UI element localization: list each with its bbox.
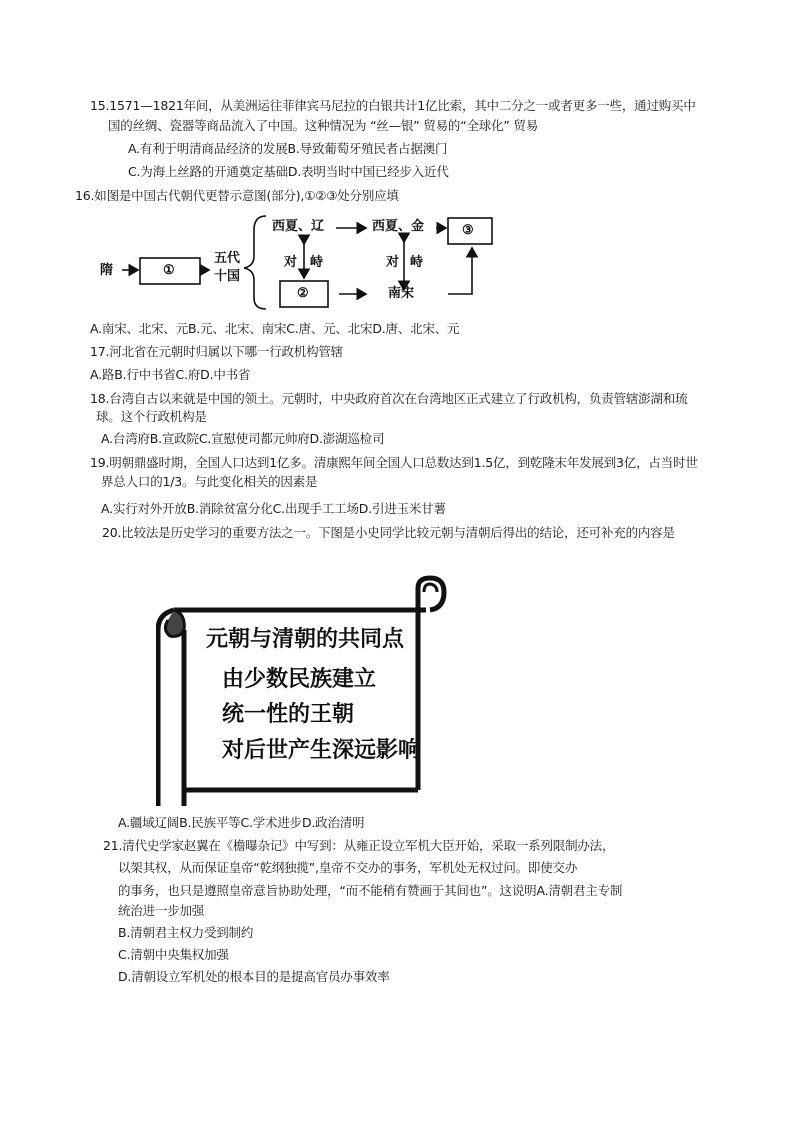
label-dui-1: 对 (284, 255, 298, 270)
q18-stem-line1: 18.台湾自古以来就是中国的领土。元朝时，中央政府首次在台湾地区正式建立了行政机构，负责管辖澎湖和琉 (90, 391, 688, 406)
comparison-scroll-image (156, 574, 452, 810)
scroll-title: 元朝与清朝的共同点 (206, 626, 405, 652)
scroll-line-3: 对后世产生深远影响 (222, 737, 421, 763)
label-xixia-jin: 西夏、金 (372, 219, 425, 234)
label-sui: 隋 (100, 263, 114, 278)
label-shiguo: 十国 (214, 269, 241, 284)
q16-stem: 16.如图是中国古代朝代更替示意图(部分),①②③处分别应填 (75, 188, 399, 203)
scroll-line-1: 由少数民族建立 (222, 666, 377, 692)
q18-stem-line2: 球。这个行政机构是 (96, 409, 207, 424)
q15-stem-line1: 15.1571—1821年间，从美洲运往菲律宾马尼拉的白银共计1亿比索，其中二分之一或者更多一些，通过购买中 (90, 98, 696, 113)
scroll-line-2: 统一性的王朝 (222, 701, 355, 727)
q21-stem-line4: 统治进一步加强 (118, 903, 205, 918)
arrow-nansong-to-3 (448, 248, 472, 294)
q20-stem: 20.比较法是历史学习的重要方法之一。下图是小史同学比较元朝与清朝后得出的结论，还可补充的内容是 (102, 525, 675, 540)
q21-option-d: D.清朝设立军机处的根本目的是提高官员办事效率 (118, 969, 390, 984)
label-nansong: 南宋 (388, 286, 415, 301)
brace (244, 216, 266, 309)
label-wudai: 五代 (214, 251, 241, 266)
label-box2: ② (297, 286, 309, 301)
label-zhi-1: 峙 (310, 255, 324, 270)
q21-stem-line3: 的事务，也只是遵照皇帝意旨协助处理，“而不能稍有赞画于其间也”。这说明A.清朝君主专制 (118, 883, 623, 898)
q21-option-c: C.清朝中央集权加强 (118, 947, 229, 962)
q15-stem-line2: 国的丝绸、瓷器等商品流入了中国。这种情况为 “丝—银” 贸易的“全球化” 贸易 (108, 118, 539, 133)
q19-options: A.实行对外开放B.消除贫富分化C.出现手工工场D.引进玉米甘薯 (101, 501, 446, 516)
q18-options: A.台湾府B.宣政院C.宣慰使司都元帅府D.澎湖巡检司 (101, 431, 385, 446)
dynasty-succession-diagram (96, 206, 496, 316)
q16-options: A.南宋、北宋、元B.元、北宋、南宋C.唐、元、北宋D.唐、北宋、元 (90, 321, 460, 336)
q21-option-b: B.清朝君主权力受到制约 (118, 925, 254, 940)
q15-options-ab: A.有利于明清商品经济的发展B.导致葡萄牙殖民者占据澳门 (128, 141, 448, 156)
label-box3: ③ (462, 223, 474, 238)
label-dui-2: 对 (386, 255, 400, 270)
label-box1: ① (163, 263, 175, 278)
q17-options: A.路B.行中书省C.府D.中书省 (90, 367, 251, 382)
q17-stem: 17.河北省在元朝时归属以下哪一行政机构管辖 (90, 344, 343, 359)
label-zhi-2: 峙 (410, 255, 424, 270)
q15-options-cd: C.为海上丝路的开通奠定基础D.表明当时中国已经步入近代 (128, 164, 449, 179)
q21-stem-line1: 21.清代史学家赵翼在《檐曝杂记》中写到：从雍正设立军机大臣开始，采取一系列限制办法， (103, 838, 615, 853)
q19-stem-line2: 界总人口的1/3。与此变化相关的因素是 (101, 474, 318, 489)
scroll-outline (156, 574, 452, 810)
q20-options: A.疆域辽阔B.民族平等C.学术进步D.政治清明 (118, 815, 365, 830)
label-xixia-liao: 西夏、辽 (272, 219, 325, 234)
q19-stem-line1: 19.明朝鼎盛时期，全国人口达到1亿多。清康熙年间全国人口总数达到1.5亿，到乾隆末年发展到3亿，占当时世 (90, 455, 698, 470)
q21-stem-line2: 以架其权，从而保证皇帝“乾纲独揽”,皇帝不交办的事务，军机处无权过问。即使交办 (118, 860, 578, 875)
